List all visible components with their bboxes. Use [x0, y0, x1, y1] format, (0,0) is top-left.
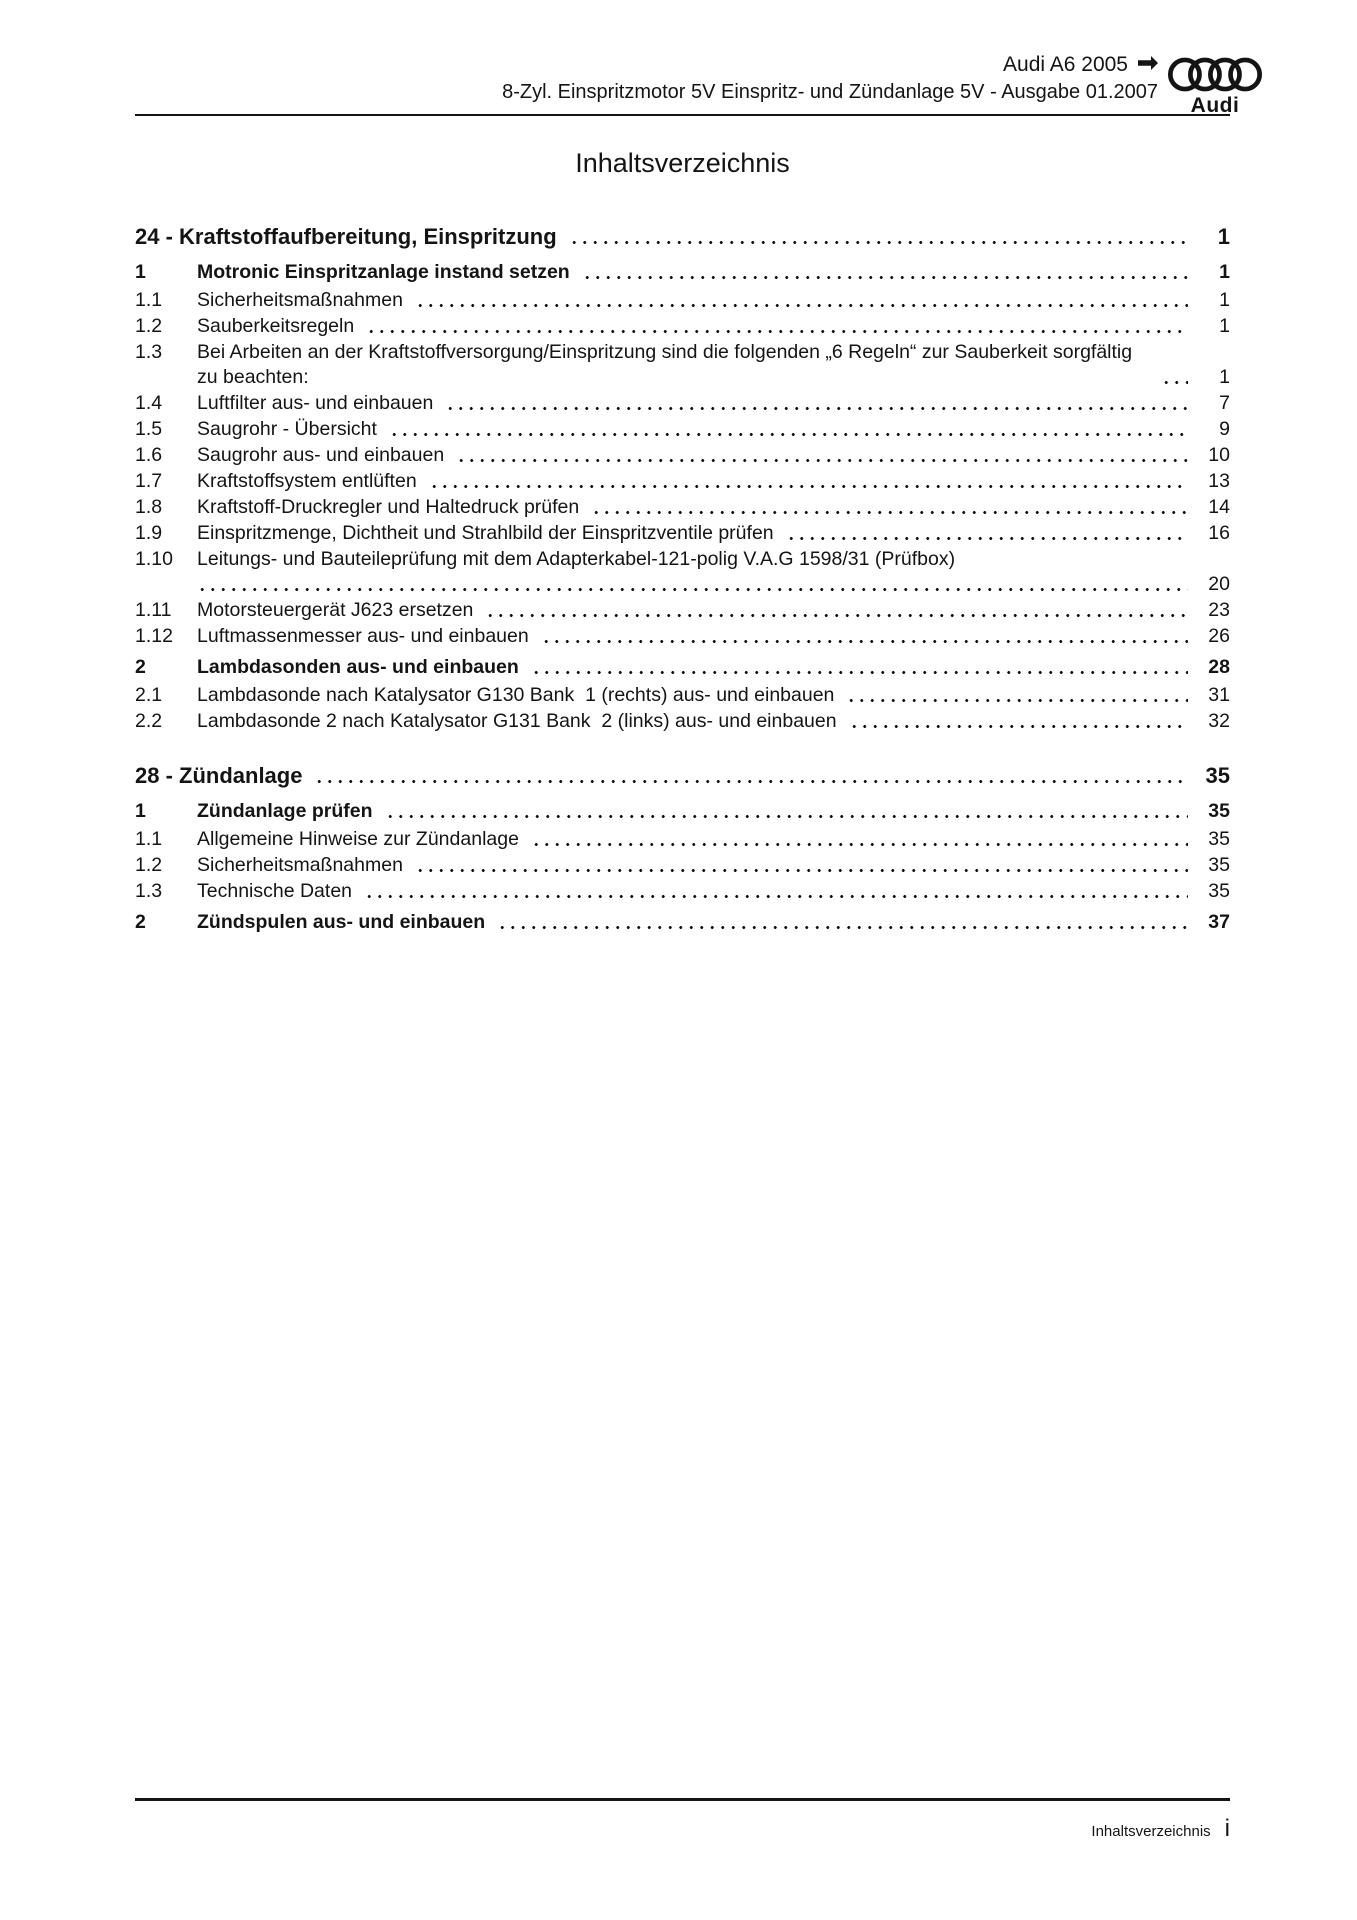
toc-entry-title: Luftfilter aus- und einbauen	[197, 392, 434, 414]
toc-entry-page: 26	[1208, 625, 1230, 647]
toc-section-entries	[135, 260, 1230, 734]
toc-section	[135, 223, 1230, 734]
toc-section-header	[135, 762, 1230, 790]
toc-entry	[135, 391, 1230, 416]
toc-entry-number: 1.11	[135, 599, 172, 621]
footer-text	[135, 1815, 1230, 1843]
toc-entry-title: Zündanlage prüfen	[197, 800, 373, 822]
toc-entry-page: 1	[1219, 289, 1230, 311]
header-subtitle-text: 8-Zyl. Einspritzmotor 5V Einspritz- und Zündanlage 5V - Ausgabe 01.2007	[502, 81, 1158, 103]
toc-entry-title: Lambdasonden aus- und einbauen	[197, 656, 519, 678]
toc-entry-number: 2	[135, 911, 146, 933]
toc-entry-page: 23	[1208, 599, 1230, 621]
page-footer	[135, 1798, 1230, 1843]
dot-leader	[846, 697, 1188, 704]
toc-entry-number: 1.1	[135, 289, 163, 311]
toc-entry	[135, 495, 1230, 520]
toc-entry	[135, 598, 1230, 623]
toc-entry	[135, 340, 1230, 390]
dot-leader	[531, 841, 1188, 848]
toc-entry	[135, 853, 1230, 878]
toc-entry-title: Einspritzmenge, Dichtheit und Strahlbild der Einspritzventile prüfen	[197, 522, 774, 544]
toc-section-label: 24 - Kraftstoffaufbereitung, Einspritzung	[135, 224, 557, 249]
toc-entry-title: Sauberkeitsregeln	[197, 315, 355, 337]
toc-entry-number: 1.12	[135, 625, 173, 647]
toc-entry-page: 7	[1219, 392, 1230, 414]
toc-entry-title: Saugrohr aus- und einbauen	[197, 444, 445, 466]
toc-entry-number: 1.5	[135, 418, 163, 440]
toc-entry	[135, 799, 1230, 824]
toc-section-entries	[135, 799, 1230, 935]
toc-entry	[135, 879, 1230, 904]
toc-entry	[135, 469, 1230, 494]
arrow-right-icon	[1138, 51, 1158, 77]
toc-entry-page: 14	[1208, 496, 1230, 518]
toc-entry	[135, 827, 1230, 852]
dot-leader	[582, 274, 1188, 281]
dot-leader	[591, 509, 1188, 516]
toc-entry-title: Bei Arbeiten an der Kraftstoffversorgung/Einspritzung sind die folgenden „6 Regeln“ zur Sauberkeit sorgfältig zu beachten:	[197, 341, 1138, 388]
dot-leader	[385, 813, 1189, 820]
toc-entry-title: Motorsteuergerät J623 ersetzen	[197, 599, 474, 621]
header-text-block	[135, 52, 1230, 105]
toc-entry-page: 1	[1219, 366, 1230, 388]
dot-leader	[531, 669, 1188, 676]
toc-entry-text-line	[135, 547, 1230, 572]
toc-entry-number: 1.4	[135, 392, 163, 414]
dot-leader	[415, 302, 1188, 309]
toc-entry	[135, 655, 1230, 680]
toc-entry	[135, 709, 1230, 734]
dot-leader	[497, 924, 1188, 931]
dot-leader	[485, 612, 1188, 619]
dot-leader	[197, 586, 1188, 593]
toc-entry-title: Kraftstoff-Druckregler und Haltedruck prüfen	[197, 496, 580, 518]
page-title: Inhaltsverzeichnis	[575, 148, 790, 178]
dot-leader	[389, 431, 1188, 438]
toc-entry-number: 1.8	[135, 496, 163, 518]
dot-leader	[541, 638, 1188, 645]
dot-leader	[364, 893, 1188, 900]
toc-entry-page: 10	[1208, 444, 1230, 466]
audi-rings-icon	[1167, 56, 1263, 93]
table-of-contents	[135, 223, 1230, 935]
toc-entry	[135, 443, 1230, 468]
toc-entry-title: Kraftstoffsystem entlüften	[197, 470, 417, 492]
audi-logo	[1167, 56, 1263, 118]
toc-entry-page: 37	[1208, 911, 1230, 933]
toc-entry-page: 1	[1219, 261, 1230, 283]
toc-entry	[135, 288, 1230, 313]
toc-entry-number: 1.3	[135, 880, 163, 902]
header-model-line	[135, 52, 1158, 78]
toc-entry-number: 1.9	[135, 522, 163, 544]
toc-section-page: 1	[1217, 224, 1230, 249]
toc-entry-title: Luftmassenmesser aus- und einbauen	[197, 625, 529, 647]
toc-entry-number: 2.2	[135, 710, 163, 732]
toc-entry-number: 1.1	[135, 828, 163, 850]
dot-leader	[314, 778, 1186, 785]
toc-entry-number: 1.6	[135, 444, 163, 466]
dot-leader	[429, 483, 1188, 490]
toc-entry-title: Zündspulen aus- und einbauen	[197, 911, 486, 933]
footer-page-number: i	[1224, 1815, 1230, 1842]
toc-entry-page: 13	[1208, 470, 1230, 492]
toc-entry-page: 20	[1208, 573, 1230, 595]
toc-entry-page: 28	[1208, 656, 1230, 678]
toc-entry	[135, 624, 1230, 649]
toc-entry	[135, 260, 1230, 285]
toc-entry-number: 2	[135, 656, 146, 678]
header-model-text: Audi A6 2005	[1003, 53, 1128, 76]
toc-entry-number: 1.3	[135, 341, 163, 363]
toc-entry-number: 1	[135, 261, 146, 283]
toc-entry-page: 35	[1208, 800, 1230, 822]
toc-entry	[135, 521, 1230, 546]
toc-entry-page: 35	[1208, 828, 1230, 850]
toc-entry-number: 2.1	[135, 684, 163, 706]
toc-entry	[135, 547, 1230, 597]
toc-entry-page: 35	[1208, 854, 1230, 876]
dot-leader	[415, 867, 1188, 874]
toc-section	[135, 762, 1230, 935]
footer-divider	[135, 1798, 1230, 1801]
toc-entry-page: 16	[1208, 522, 1230, 544]
toc-entry-number: 1.10	[135, 548, 173, 570]
footer-label: Inhaltsverzeichnis	[1091, 1823, 1211, 1840]
toc-entry-page: 9	[1219, 418, 1230, 440]
toc-entry-page: 31	[1208, 684, 1230, 706]
dot-leader	[1161, 379, 1188, 386]
toc-entry-title: Lambdasonde nach Katalysator G130 Bank 1 (rechts) aus- und einbauen	[197, 684, 835, 706]
toc-section-page: 35	[1205, 763, 1230, 788]
toc-entry-title: Sicherheitsmaßnahmen	[197, 289, 403, 311]
header-divider	[135, 114, 1230, 116]
dot-leader	[366, 328, 1188, 335]
toc-entry-title: Saugrohr - Übersicht	[197, 418, 377, 440]
dot-leader	[456, 457, 1188, 464]
toc-entry-title: Technische Daten	[197, 880, 353, 902]
toc-entry	[135, 314, 1230, 339]
toc-entry-page: 32	[1208, 710, 1230, 732]
page-header	[135, 52, 1240, 117]
toc-entry-title: Leitungs- und Bauteileprüfung mit dem Adapterkabel-121-polig V.A.G 1598/31 (Prüfbox)	[197, 548, 956, 570]
toc-section-label: 28 - Zündanlage	[135, 763, 303, 788]
toc-entry-title: Sicherheitsmaßnahmen	[197, 854, 403, 876]
dot-leader	[445, 405, 1188, 412]
toc-entry-number: 1.2	[135, 854, 163, 876]
toc-section-header	[135, 223, 1230, 251]
toc-entry	[135, 683, 1230, 708]
toc-entry-title: Allgemeine Hinweise zur Zündanlage	[197, 828, 519, 850]
dot-leader	[569, 239, 1186, 246]
toc-entry-page: 35	[1208, 880, 1230, 902]
dot-leader	[786, 535, 1188, 542]
toc-entry-title: Motronic Einspritzanlage instand setzen	[197, 261, 570, 283]
toc-entry	[135, 910, 1230, 935]
dot-leader	[849, 723, 1188, 730]
toc-entry-page: 1	[1219, 315, 1230, 337]
toc-entry-number: 1.7	[135, 470, 163, 492]
toc-entry	[135, 417, 1230, 442]
toc-entry-title: Lambdasonde 2 nach Katalysator G131 Bank 2 (links) aus- und einbauen	[197, 710, 837, 732]
toc-entry-leader-line	[135, 572, 1230, 597]
toc-entry-number: 1	[135, 800, 146, 822]
audi-wordmark: Audi	[1190, 94, 1240, 117]
toc-entry-number: 1.2	[135, 315, 163, 337]
